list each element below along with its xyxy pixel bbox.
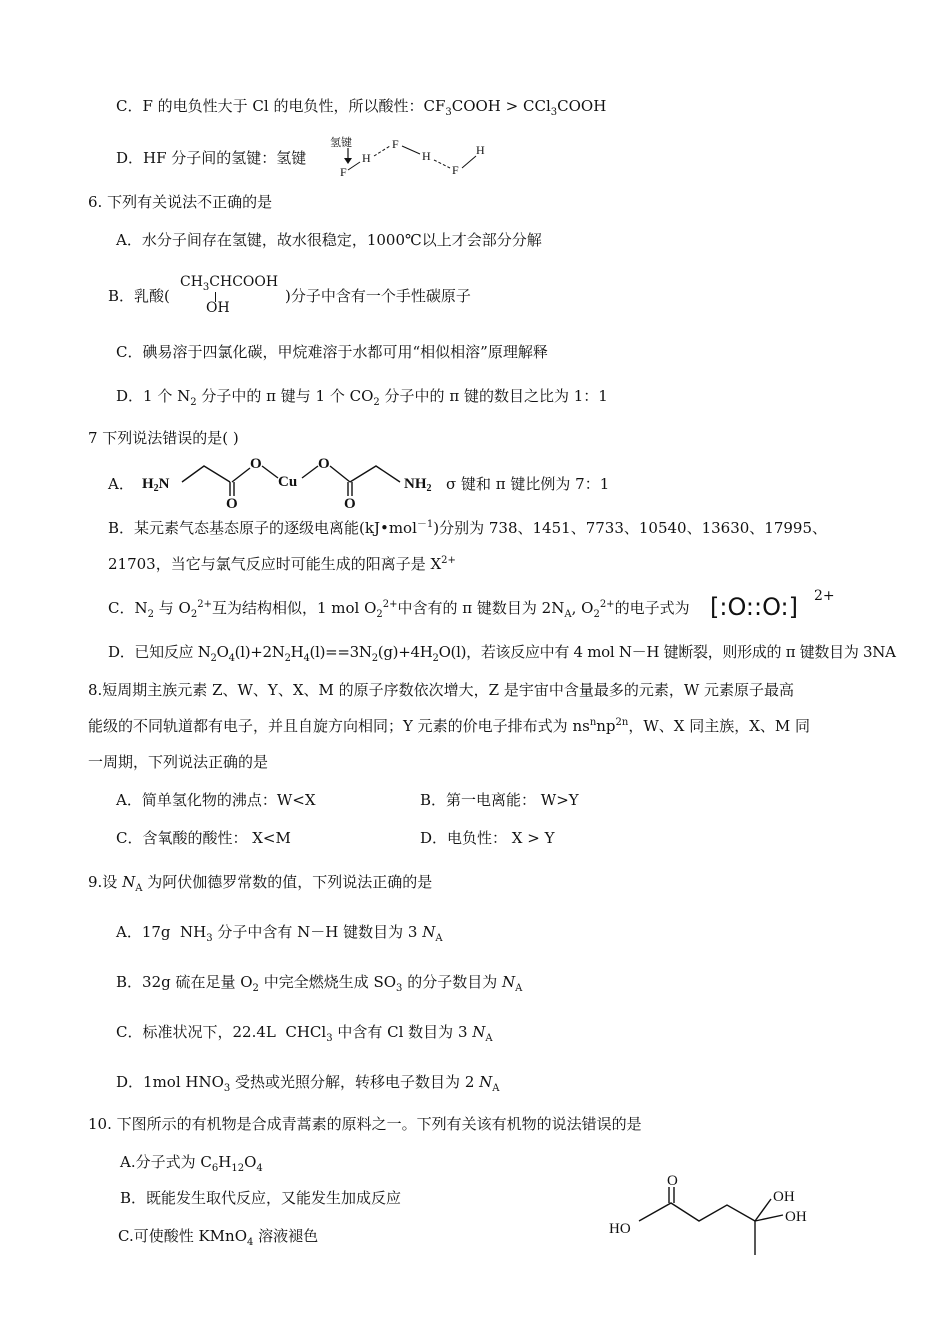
q7-option-a-label: A． (108, 475, 134, 493)
q10-option-b: B．既能发生取代反应，又能发生加成反应 (120, 1189, 402, 1207)
atom-cu: Cu (278, 474, 298, 490)
q9-option-b: B．32g 硫在足量 $O_2$ 中完全燃烧生成 $SO_3$ 的分子数目为 $N_A$ (116, 973, 523, 994)
q6-option-b-suffix: )分子中含有一个手性碳原子 (285, 287, 471, 305)
q9-option-d: D．1mol $HNO_3$ 受热或光照分解，转移电子数目为 2 $N_A$ (116, 1073, 500, 1094)
atom-oh-1: OH (773, 1189, 795, 1205)
q8-option-a: A．简单氢化物的沸点：W<X (116, 791, 316, 809)
q10-option-a: A.分子式为 $C_6H_{12}O_4$ (120, 1153, 263, 1174)
q9-stem: 9.设 $N_A$ 为阿伏伽德罗常数的值，下列说法正确的是 (88, 873, 433, 894)
atom-o-carbonyl-2: O (344, 496, 356, 512)
hf-hydrogen-bond-diagram (326, 132, 506, 182)
atom-f-1: F (340, 165, 347, 179)
q10-option-c: C.可使酸性 KMnO$_4$ 溶液褪色 (118, 1227, 319, 1248)
q6-option-c: C．碘易溶于四氯化碳，甲烷难溶于水都可用“相似相溶”原理解释 (116, 343, 548, 361)
q10-stem: 10. 下图所示的有机物是合成青蒿素的原料之一。下列有关该有机物的说法错误的是 (88, 1115, 642, 1133)
q6-option-b-prefix: B．乳酸( (108, 287, 170, 305)
organic-molecule-structure (605, 1165, 835, 1265)
atom-h-3: H (476, 143, 485, 157)
q7-option-b-line2: 21703，当它与氯气反应时可能生成的阳离子是 $X^{2+}$ (108, 555, 456, 573)
q9-option-c: C．标准状况下，22.4L CHCl$_3$ 中含有 Cl 数目为 3 $N_A$ (116, 1023, 493, 1044)
atom-nh2: $NH_2$ (404, 476, 432, 494)
atom-f-3: F (452, 163, 459, 177)
q7-option-c: C．$N_2$ 与 $O_2^{2+}$互为结构相似，1 mol $O_2^{2+}$中含有的 π 键数目为 $2N_A$, $O_2^{2+}$的电子式为 (108, 599, 690, 620)
q6-stem: 6. 下列有关说法不正确的是 (88, 193, 273, 211)
lactic-acid-formula-bottom: OH (206, 300, 230, 316)
atom-ho: HO (609, 1221, 631, 1237)
q9-option-a: A．17g $NH_3$ 分子中含有 N－H 键数目为 3 $N_A$ (116, 923, 443, 944)
q5-option-c-formula: $CF_3COOH$ > CCl$_3$COOH (423, 97, 607, 118)
q7-option-a-text: σ 键和 π 键比例为 7：1 (446, 475, 610, 493)
q8-line2: 能级的不同轨道都有电子，并且自旋方向相同；Y 元素的价电子排布式为 $ns^nnp^{2n}$，W、X 同主族，X、M 同 (88, 717, 811, 735)
q8-line1: 8.短周期主族元素 Z、W、Y、X、M 的原子序数依次增大，Z 是宇宙中含量最多的元素，W 元素原子最高 (88, 681, 795, 699)
q5-option-d-text: D．HF 分子间的氢键：氢键 (116, 149, 307, 167)
copper-glycinate-structure (138, 452, 448, 512)
q8-option-c: C．含氧酸的酸性： X<M (116, 829, 291, 847)
atom-o-carbonyl: O (667, 1173, 678, 1189)
q5-option-d (116, 148, 306, 168)
q8-line3: 一周期，下列说法正确的是 (88, 753, 269, 771)
q7-option-d: D．已知反应 $N_2O_4(l)+2N_2H_4(l)==3N_2(g)+4H_2O(l)$，若该反应中有 4 mol N－H 键断裂，则形成的 π 键数目为 3NA (108, 643, 896, 664)
atom-f-2: F (392, 137, 399, 151)
lactic-acid-formula-top: $CH_3CHCOOH$ (180, 274, 279, 293)
atom-o-carbonyl-1: O (226, 496, 238, 512)
hbond-label: 氢键 (330, 137, 352, 149)
q6-option-d: D．1 个 $N_2$ 分子中的 π 键与 1 个 $CO_2$ 分子中的 π 键的数目之比为 1：1 (116, 387, 608, 408)
q8-option-b: B．第一电离能： W>Y (420, 791, 579, 809)
q7-option-b-line1: B．某元素气态基态原子的逐级电离能(kJ•mol$^{-1}$)分别为 738、1451、7733、10540、13630、17995、 (108, 519, 828, 537)
o2-charge: 2+ (814, 588, 835, 604)
arrow-down-icon (344, 158, 352, 164)
atom-h-2: H (422, 149, 431, 163)
atom-h-1: H (362, 151, 371, 165)
atom-o-1: O (250, 456, 262, 472)
q7-stem: 7 下列说法错误的是( ) (88, 429, 239, 447)
atom-o-2: O (318, 456, 330, 472)
q5-option-c-text: C．F 的电负性大于 Cl 的电负性，所以酸性： (116, 97, 424, 115)
atom-oh-2: OH (785, 1209, 807, 1225)
o2-electron-formula: [:O::O:] (710, 593, 799, 621)
q8-option-d: D．电负性： X > Y (420, 829, 555, 847)
atom-h2n: $H_2N$ (142, 476, 170, 494)
q6-option-a: A．水分子间存在氢键，故水很稳定，1000℃以上才会部分分解 (116, 231, 542, 249)
q5-option-c (116, 96, 606, 116)
